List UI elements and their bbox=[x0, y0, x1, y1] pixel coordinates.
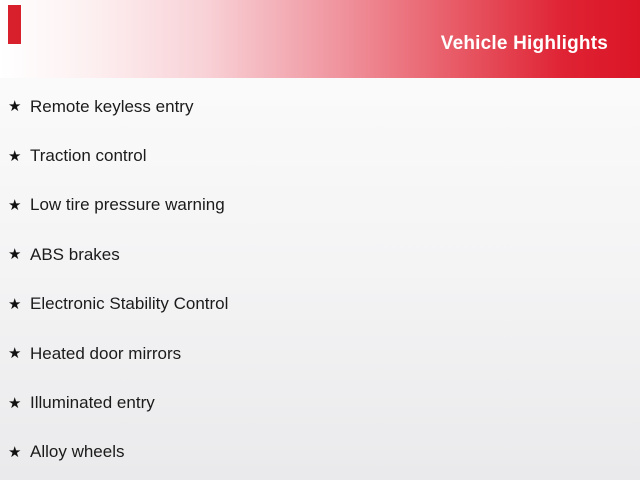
feature-label: Electronic Stability Control bbox=[30, 294, 229, 314]
feature-item bbox=[0, 378, 640, 427]
feature-label: Remote keyless entry bbox=[30, 96, 194, 116]
feature-item bbox=[0, 428, 640, 477]
star-icon: ★ bbox=[8, 98, 22, 116]
star-icon: ★ bbox=[8, 443, 22, 461]
feature-item bbox=[0, 280, 640, 329]
star-icon: ★ bbox=[8, 246, 22, 264]
feature-list bbox=[0, 82, 640, 477]
feature-label: Low tire pressure warning bbox=[30, 195, 225, 215]
star-icon: ★ bbox=[8, 147, 22, 165]
star-icon: ★ bbox=[8, 295, 22, 313]
feature-item bbox=[0, 181, 640, 230]
header-banner bbox=[0, 0, 640, 78]
feature-label: ABS brakes bbox=[30, 244, 120, 264]
feature-label: Alloy wheels bbox=[30, 442, 125, 462]
page-title: Vehicle Highlights bbox=[440, 33, 608, 54]
feature-item bbox=[0, 131, 640, 180]
feature-item bbox=[0, 329, 640, 378]
feature-item bbox=[0, 82, 640, 131]
corner-accent-mark bbox=[8, 5, 21, 44]
feature-label: Illuminated entry bbox=[30, 393, 155, 413]
star-icon: ★ bbox=[8, 196, 22, 214]
feature-label: Heated door mirrors bbox=[30, 343, 182, 363]
star-icon: ★ bbox=[8, 345, 22, 363]
star-icon: ★ bbox=[8, 394, 22, 412]
feature-item bbox=[0, 230, 640, 279]
feature-label: Traction control bbox=[30, 146, 147, 166]
